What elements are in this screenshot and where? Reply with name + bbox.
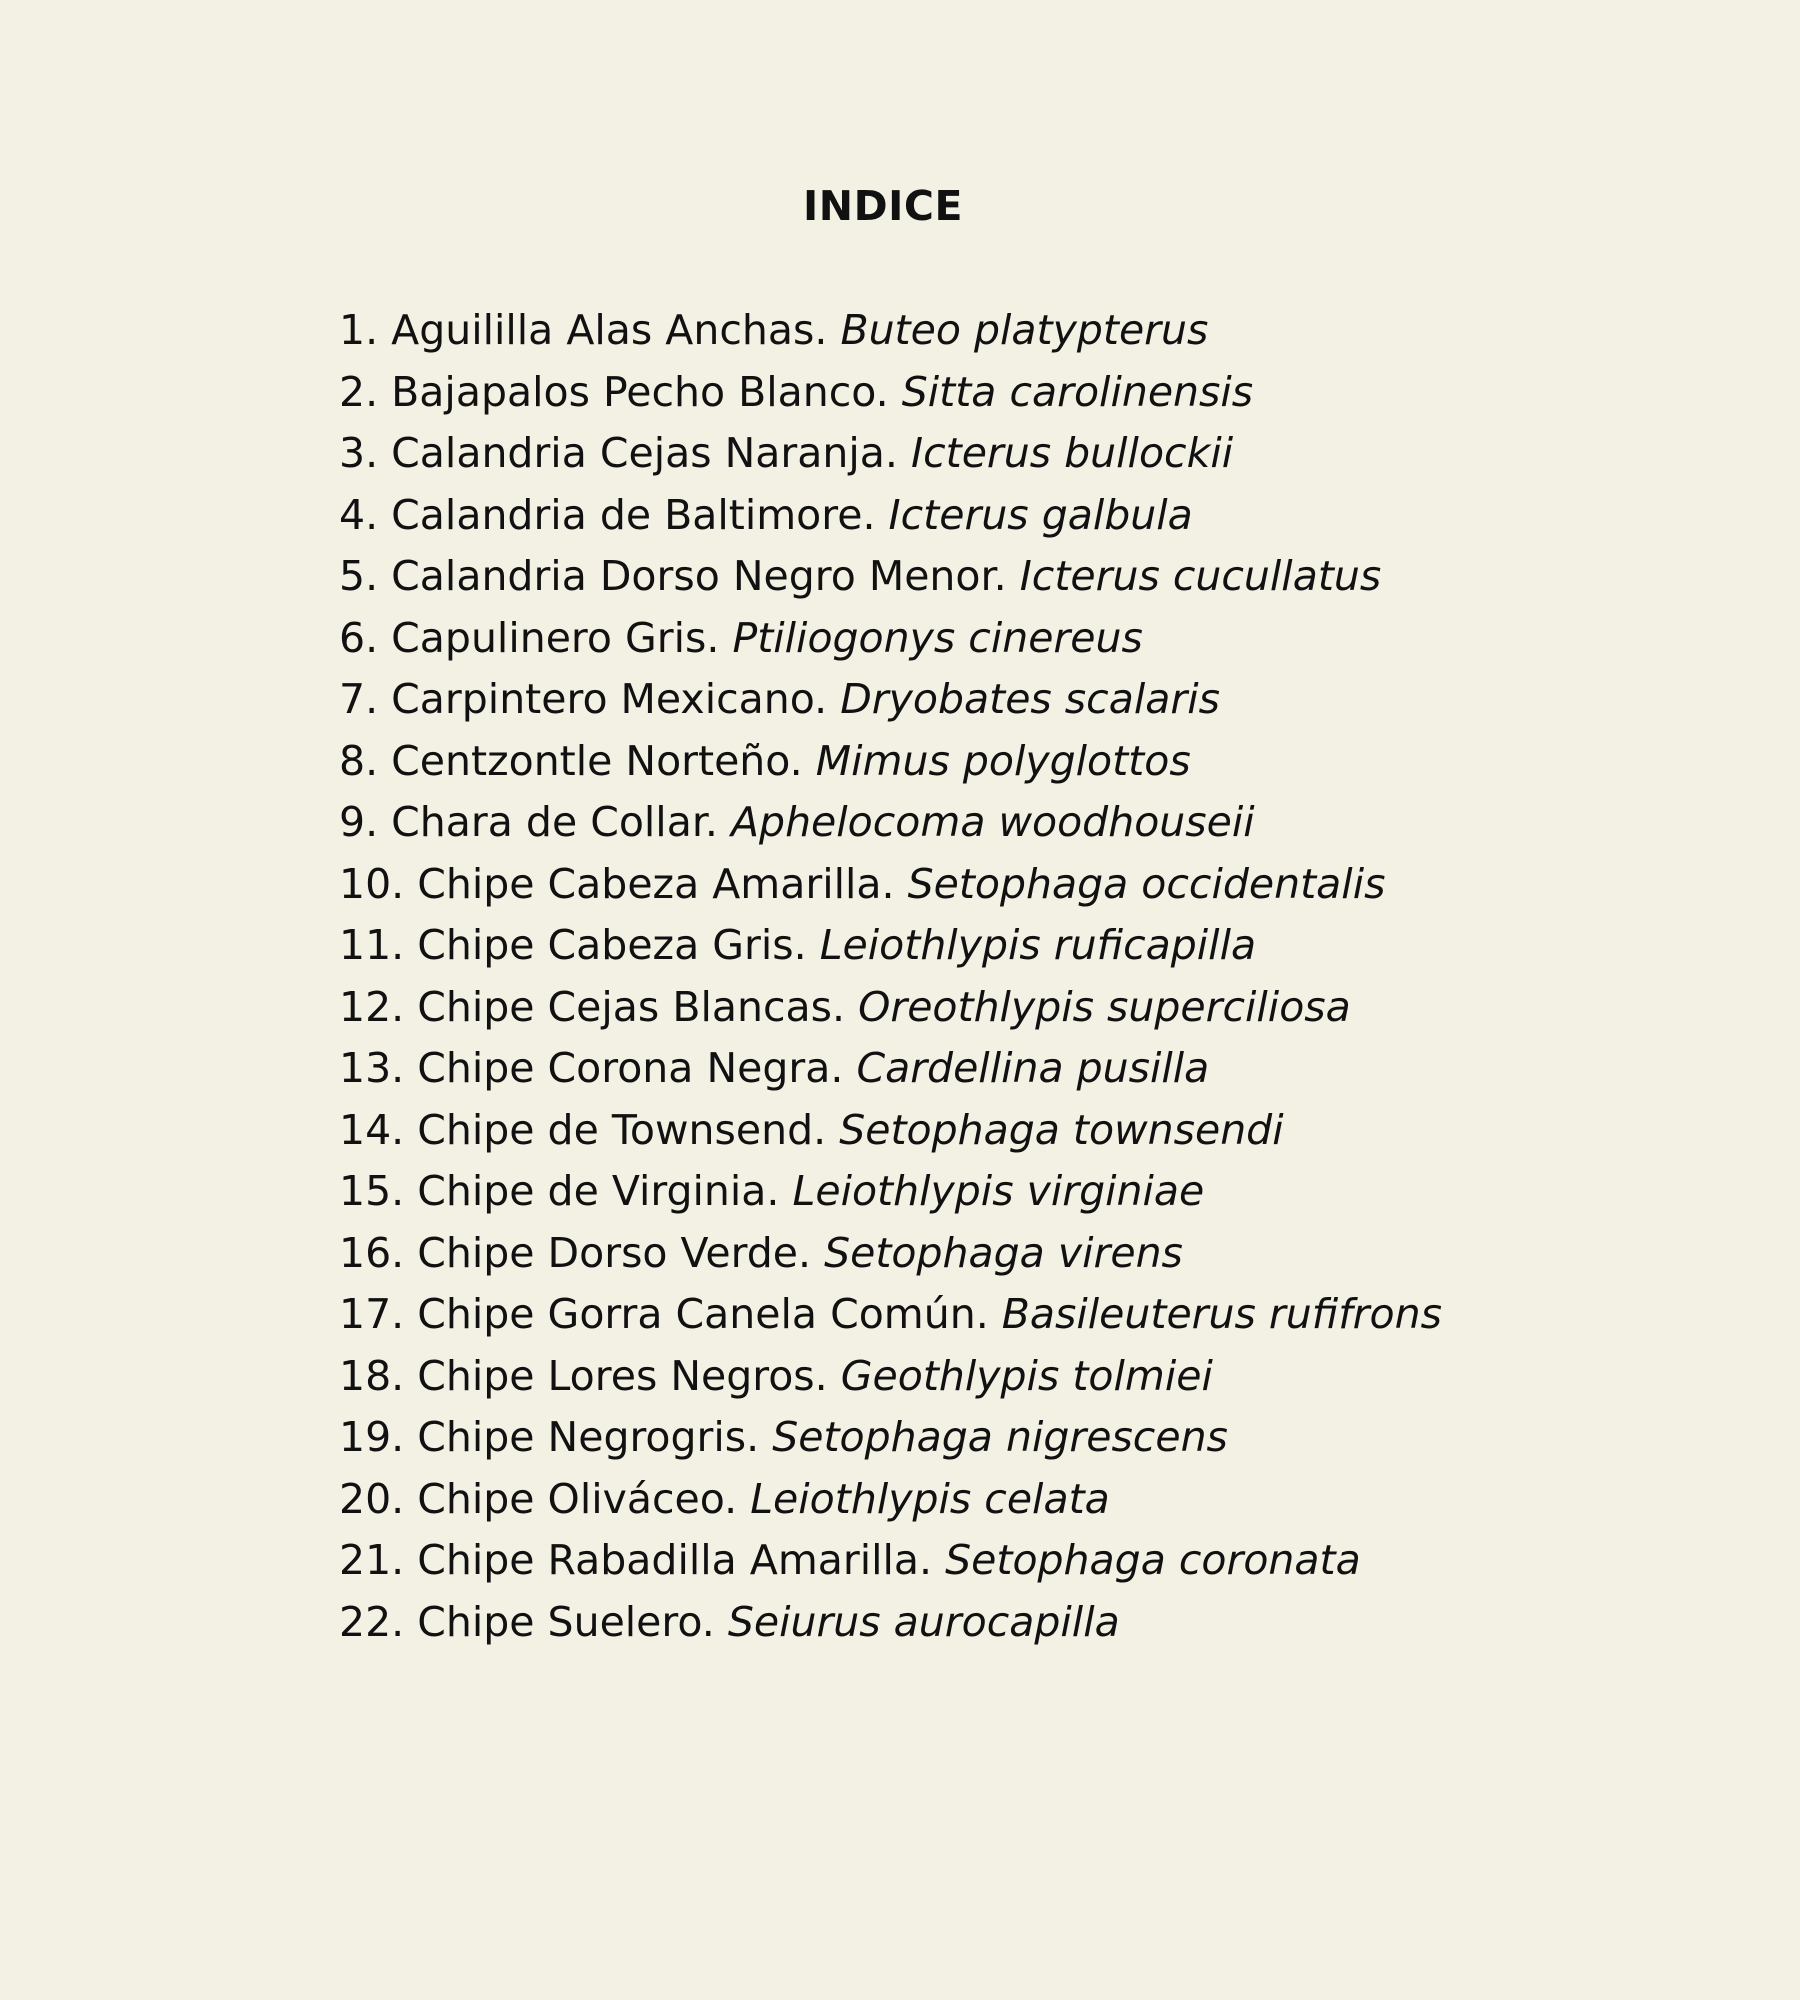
entry-number: 10. [339, 859, 405, 908]
index-entry [339, 546, 1442, 608]
common-name: Chipe Lores Negros. [417, 1351, 828, 1400]
entry-number: 5. [339, 552, 379, 600]
entry-number: 17. [339, 1290, 405, 1338]
common-name: Aguililla Alas Anchas. [391, 306, 828, 354]
common-name: Calandria Dorso Negro Menor. [391, 552, 1007, 600]
entry-number: 13. [339, 1044, 405, 1092]
index-entry [339, 485, 1442, 547]
index-entry [339, 1407, 1442, 1469]
scientific-name: Cardellina pusilla [856, 1044, 1210, 1092]
scientific-name: Buteo platypterus [840, 306, 1209, 354]
scientific-name: Geothlypis tolmiei [840, 1351, 1213, 1400]
scientific-name: Basileuterus rufifrons [1001, 1290, 1442, 1338]
index-entry [339, 669, 1442, 731]
entry-number: 19. [339, 1413, 405, 1461]
entry-number: 21. [339, 1536, 405, 1584]
entry-number: 9. [339, 798, 379, 846]
index-entry [339, 1592, 1442, 1654]
scientific-name: Sitta carolinensis [901, 367, 1254, 416]
common-name: Carpintero Mexicano. [391, 675, 828, 723]
entry-number: 16. [339, 1228, 405, 1277]
common-name: Chipe Dorso Verde. [417, 1228, 812, 1277]
species-index-list [339, 300, 1442, 1653]
scientific-name: Oreothlypis superciliosa [858, 982, 1351, 1031]
index-entry [339, 300, 1442, 362]
index-entry [339, 1346, 1442, 1408]
entry-number: 11. [339, 921, 405, 969]
common-name: Chipe Negrogris. [417, 1413, 760, 1461]
scientific-name: Aphelocoma woodhouseii [731, 798, 1255, 846]
index-entry [339, 1469, 1442, 1531]
scientific-name: Setophaga townsendi [839, 1105, 1284, 1154]
common-name: Chipe Corona Negra. [417, 1044, 844, 1092]
entry-number: 22. [339, 1597, 405, 1646]
scientific-name: Setophaga nigrescens [772, 1413, 1228, 1461]
scientific-name: Leiothlypis ruficapilla [819, 921, 1257, 969]
common-name: Chipe Oliváceo. [417, 1474, 738, 1523]
common-name: Chipe Gorra Canela Común. [417, 1290, 989, 1338]
entry-number: 3. [339, 429, 379, 477]
common-name: Centzontle Norteño. [391, 736, 803, 785]
common-name: Chipe Suelero. [417, 1597, 715, 1646]
scientific-name: Mimus polyglottos [815, 736, 1191, 785]
entry-number: 7. [339, 675, 379, 723]
common-name: Chipe Cabeza Gris. [417, 921, 807, 969]
index-entry [339, 1038, 1442, 1100]
index-entry [339, 1100, 1442, 1162]
index-entry [339, 977, 1442, 1039]
scientific-name: Seiurus aurocapilla [727, 1597, 1120, 1646]
common-name: Calandria de Baltimore. [391, 490, 876, 539]
common-name: Capulinero Gris. [391, 613, 720, 662]
entry-number: 2. [339, 367, 379, 416]
index-entry [339, 423, 1442, 485]
index-entry [339, 792, 1442, 854]
scientific-name: Setophaga occidentalis [907, 859, 1386, 908]
common-name: Chipe Cabeza Amarilla. [417, 859, 895, 908]
scientific-name: Dryobates scalaris [840, 675, 1220, 723]
scientific-name: Setophaga virens [824, 1228, 1183, 1277]
index-entry [339, 608, 1442, 670]
scientific-name: Leiothlypis celata [750, 1474, 1110, 1523]
common-name: Chipe de Virginia. [417, 1167, 780, 1215]
common-name: Chipe Rabadilla Amarilla. [417, 1536, 933, 1584]
common-name: Chipe Cejas Blancas. [417, 982, 846, 1031]
entry-number: 4. [339, 490, 379, 539]
common-name: Chipe de Townsend. [417, 1105, 827, 1154]
entry-number: 8. [339, 736, 379, 785]
scientific-name: Leiothlypis virginiae [792, 1167, 1205, 1215]
entry-number: 15. [339, 1167, 405, 1215]
entry-number: 14. [339, 1105, 405, 1154]
scientific-name: Icterus cucullatus [1019, 552, 1382, 600]
index-entry [339, 915, 1442, 977]
scientific-name: Icterus galbula [888, 490, 1193, 539]
entry-number: 18. [339, 1351, 405, 1400]
index-entry [339, 362, 1442, 424]
index-entry [339, 1530, 1442, 1592]
scientific-name: Icterus bullockii [910, 429, 1234, 477]
index-entry [339, 731, 1442, 793]
index-entry [339, 1223, 1442, 1285]
scientific-name: Ptiliogonys cinereus [732, 613, 1143, 662]
index-entry [339, 1161, 1442, 1223]
entry-number: 1. [339, 306, 379, 354]
entry-number: 6. [339, 613, 379, 662]
entry-number: 12. [339, 982, 405, 1031]
scientific-name: Setophaga coronata [945, 1536, 1361, 1584]
common-name: Calandria Cejas Naranja. [391, 429, 898, 477]
common-name: Chara de Collar. [391, 798, 718, 846]
index-entry [339, 1284, 1442, 1346]
index-entry [339, 854, 1442, 916]
common-name: Bajapalos Pecho Blanco. [391, 367, 889, 416]
entry-number: 20. [339, 1474, 405, 1523]
page-title: INDICE [803, 182, 963, 230]
